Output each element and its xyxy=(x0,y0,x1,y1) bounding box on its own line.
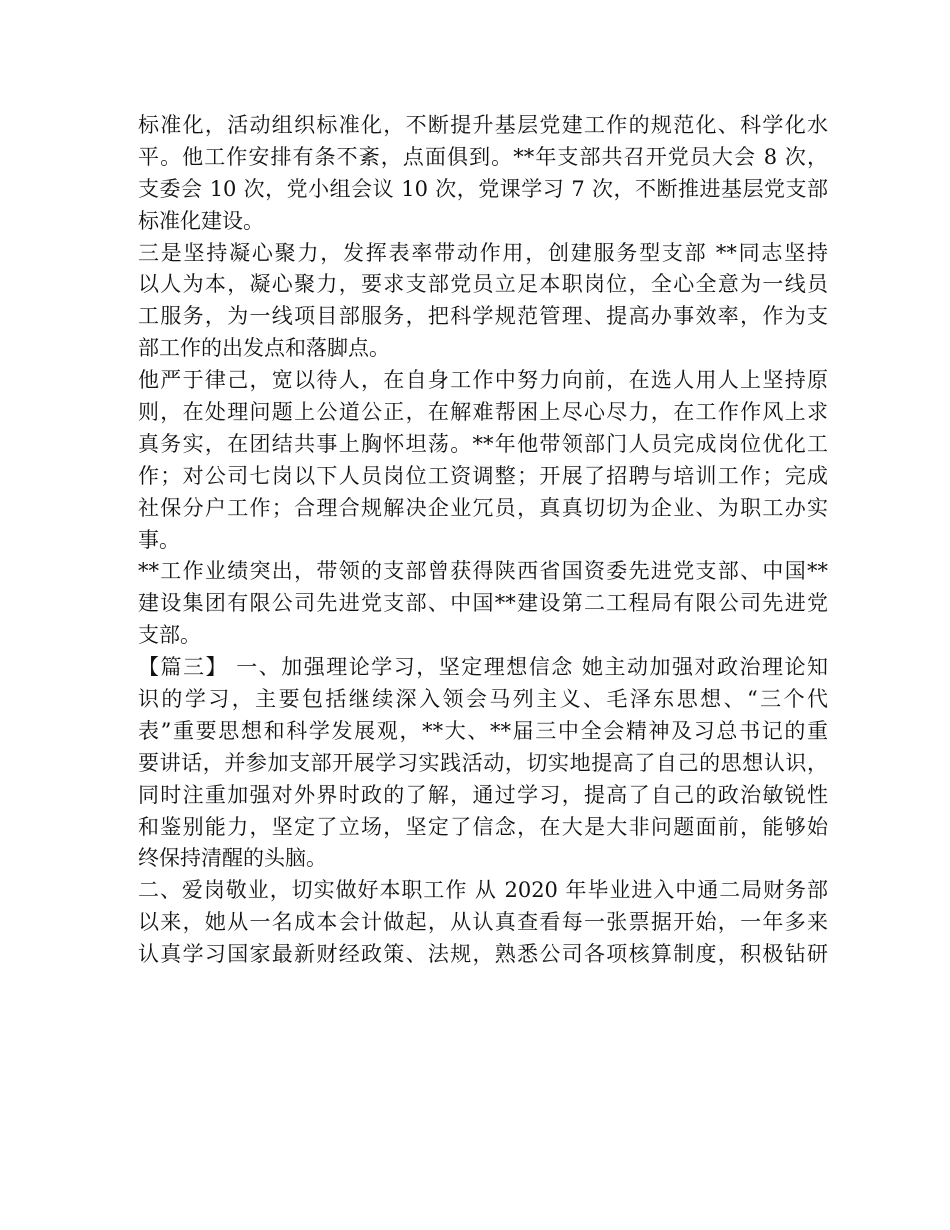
text-line: **工作业绩突出，带领的支部曾获得陕西省国资委先进党支部、中国** xyxy=(138,559,828,584)
text-line: 建设集团有限公司先进党支部、中国**建设第二工程局有限公司先进党 xyxy=(138,591,828,616)
text-line: 标准化建设。 xyxy=(138,208,264,233)
text-line: 事。 xyxy=(138,527,180,552)
text-line: 真务实，在团结共事上胸怀坦荡。**年他带领部门人员完成岗位优化工 xyxy=(138,431,828,456)
text-line: 社保分户工作；合理合规解决企业冗员，真真切切为企业、为职工办实 xyxy=(138,495,828,520)
text-line: 识的学习，主要包括继续深入领会马列主义、毛泽东思想、“三个代 xyxy=(138,687,828,712)
text-line: 和鉴别能力，坚定了立场，坚定了信念，在大是大非问题面前，能够始 xyxy=(138,814,828,839)
text-line: 同时注重加强对外界时政的了解，通过学习，提高了自己的政治敏锐性 xyxy=(138,782,828,807)
text-line: 要讲话，并参加支部开展学习实践活动，切实地提高了自己的思想认识， xyxy=(138,750,828,775)
text-line: 平。他工作安排有条不紊，点面俱到。**年支部共召开党员大会 8 次， xyxy=(138,144,828,169)
text-line: 工服务，为一线项目部服务，把科学规范管理、提高办事效率，作为支 xyxy=(138,304,828,329)
text-line: 支部。 xyxy=(138,623,201,648)
text-line: 以来，她从一名成本会计做起，从认真查看每一张票据开始，一年多来 xyxy=(138,910,828,935)
text-line: 作；对公司七岗以下人员岗位工资调整；开展了招聘与培训工作；完成 xyxy=(138,463,828,488)
document-body xyxy=(138,110,828,971)
text-line: 【篇三】 一、加强理论学习，坚定理想信念 她主动加强对政治理论知 xyxy=(138,655,828,680)
text-line: 认真学习国家最新财经政策、法规，熟悉公司各项核算制度，积极钻研 xyxy=(138,942,828,967)
text-line: 部工作的出发点和落脚点。 xyxy=(138,336,390,361)
text-line: 支委会 10 次，党小组会议 10 次，党课学习 7 次，不断推进基层党支部 xyxy=(138,176,828,201)
text-line: 三是坚持凝心聚力，发挥表率带动作用，创建服务型支部 **同志坚持 xyxy=(138,240,828,265)
text-line: 标准化，活动组织标准化，不断提升基层党建工作的规范化、科学化水 xyxy=(138,113,828,137)
text-line: 终保持清醒的头脑。 xyxy=(138,846,327,871)
text-line: 以人为本，凝心聚力，要求支部党员立足本职岗位，全心全意为一线员 xyxy=(138,272,828,297)
text-line: 他严于律己，宽以待人，在自身工作中努力向前，在选人用人上坚持原 xyxy=(138,368,828,393)
text-line: 表”重要思想和科学发展观，**大、**届三中全会精神及习总书记的重 xyxy=(138,718,828,743)
text-line: 二、爱岗敬业，切实做好本职工作 从 2020 年毕业进入中通二局财务部 xyxy=(138,878,828,903)
text-line: 则，在处理问题上公道公正，在解难帮困上尽心尽力，在工作作风上求 xyxy=(138,400,828,425)
